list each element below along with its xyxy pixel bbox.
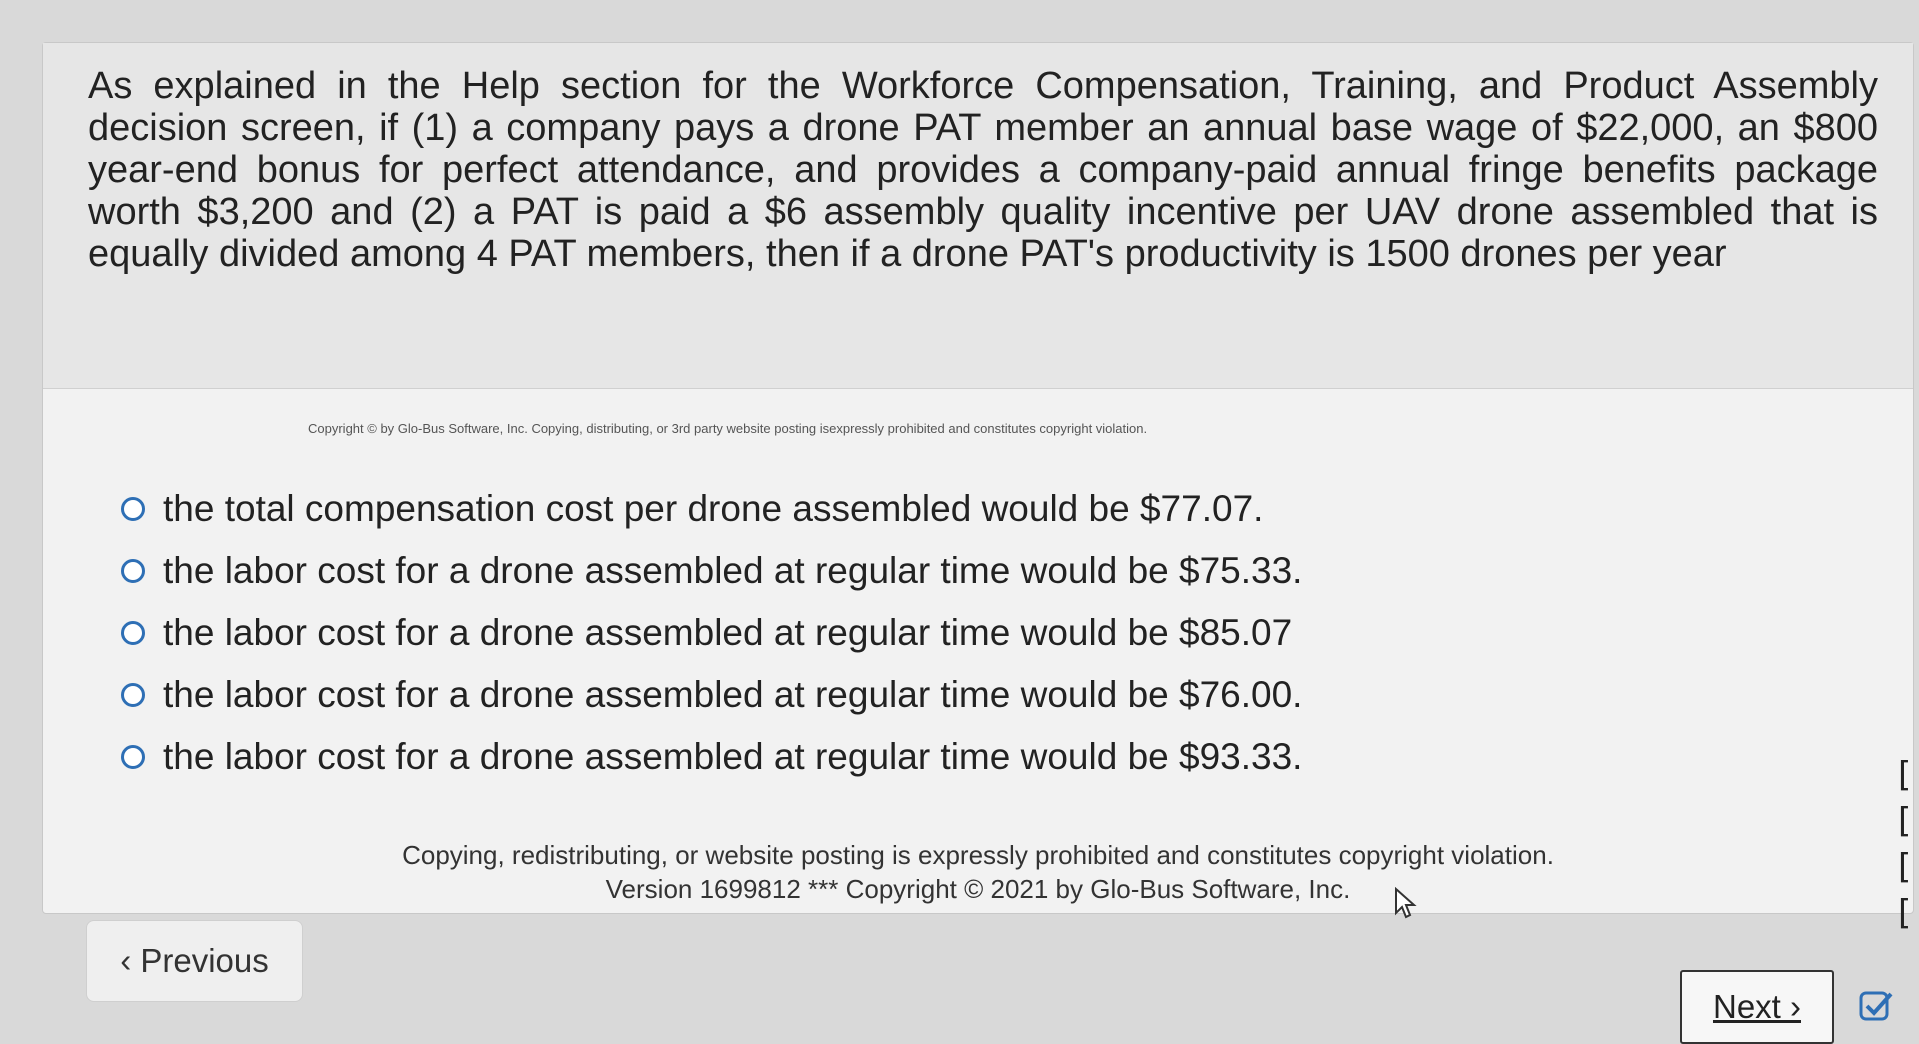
question-card <box>42 42 1914 914</box>
radio-button-4[interactable] <box>121 683 145 707</box>
answer-option-label: the labor cost for a drone assembled at regular time would be $75.33. <box>163 550 1303 591</box>
question-text: As explained in the Help section for the Workforce Compensation, Training, and Product Assembly decision screen, if (1) a company pays a drone PAT member an annual base wage of $22,000, an $800 year-end bonus for perfect attendance, and provides a company-paid annual fringe benefits package worth $3,200 and (2) a PAT is paid a $6 assembly quality incentive per UAV drone assembled that is equally divided among 4 PAT members, then if a drone PAT's productivity is 1500 drones per year <box>88 65 1878 275</box>
question-area <box>43 43 1913 389</box>
check-icon[interactable] <box>1858 988 1894 1024</box>
previous-button[interactable]: ‹ Previous <box>86 920 303 1002</box>
version-line: Version 1699812 *** Copyright © 2021 by Glo-Bus Software, Inc. <box>605 874 1351 904</box>
copyright-footer <box>43 838 1913 906</box>
answer-option-2[interactable] <box>121 540 1302 602</box>
answer-option-5[interactable] <box>121 726 1302 788</box>
edge-glyph: [ <box>1898 847 1912 887</box>
answer-option-4[interactable] <box>121 664 1302 726</box>
edge-glyph: [ <box>1898 893 1912 933</box>
cropped-edge-glyphs <box>1898 752 1911 936</box>
radio-button-1[interactable] <box>121 497 145 521</box>
radio-button-5[interactable] <box>121 745 145 769</box>
answer-option-label: the labor cost for a drone assembled at regular time would be $85.07 <box>163 612 1293 653</box>
next-button[interactable]: Next › <box>1680 970 1834 1044</box>
copyright-line: Copying, redistributing, or website posting is expressly prohibited and constitutes copyright violation. <box>402 840 1554 870</box>
answer-option-1[interactable] <box>121 478 1302 540</box>
edge-glyph: [ <box>1898 755 1912 795</box>
answer-option-label: the labor cost for a drone assembled at regular time would be $76.00. <box>163 674 1303 715</box>
answer-option-label: the total compensation cost per drone assembled would be $77.07. <box>163 488 1264 529</box>
fine-copyright-notice: Copyright © by Glo-Bus Software, Inc. Copying, distributing, or 3rd party website posting isexpressly prohibited and constitutes copyright violation. <box>308 421 1148 436</box>
answer-options <box>121 478 1302 788</box>
edge-glyph: [ <box>1898 801 1912 841</box>
radio-button-2[interactable] <box>121 559 145 583</box>
answer-option-3[interactable] <box>121 602 1302 664</box>
answer-option-label: the labor cost for a drone assembled at regular time would be $93.33. <box>163 736 1303 777</box>
radio-button-3[interactable] <box>121 621 145 645</box>
mouse-cursor-icon <box>1394 887 1420 921</box>
